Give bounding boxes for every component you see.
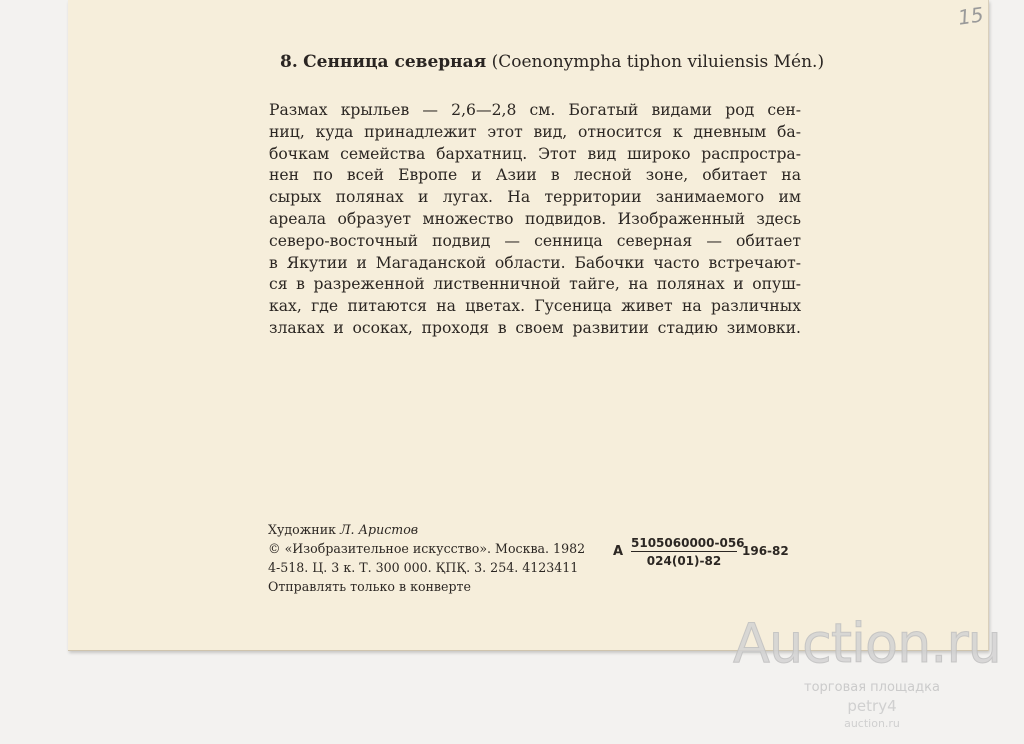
description-line: Размах крыльев — 2,6—2,8 см. Богатый видами род сен- [269, 101, 801, 119]
imprint-block [268, 520, 585, 596]
description-line: нен по всей Европе и Азии в лесной зоне, обитает на [269, 166, 801, 185]
watermark-tagline: торговая площадка [804, 680, 940, 695]
watermark-user: petry4 [847, 697, 897, 715]
description-line: сырых полянах и лугах. На территории занимаемого им [269, 188, 801, 207]
pencil-mark: 15 [956, 2, 985, 30]
description-line: бочкам семейства бархатниц. Этот вид широко распростра- [269, 144, 801, 163]
species-heading [280, 52, 824, 72]
watermark-brand: Auction.ru [733, 612, 1001, 675]
description-line: в Якутии и Магаданской области. Бабочки часто встречают- [269, 253, 801, 272]
artist-name: Л. Аристов [339, 522, 419, 537]
heading-latin-name: (Coenonympha tiphon viluiensis Mén.) [491, 52, 825, 72]
catalog-code-fraction [631, 536, 745, 568]
catalog-code-denominator: 024(01)-82 [646, 554, 722, 568]
description-line: ареала образует множество подвидов. Изображенный здесь [269, 209, 801, 228]
description-line: северо-восточный подвид — сенница северная — обитает [269, 231, 801, 250]
description-line: злаках и осоках, проходя в своем развитии стадию зимовки. [269, 318, 801, 337]
print-info-line: 4-518. Ц. 3 к. Т. 300 000. ҚПҚ. 3. 254. 4123411 [268, 560, 579, 575]
artist-label: Художник [268, 522, 336, 537]
heading-name: Сенница северная [303, 52, 487, 72]
description-line: ниц, куда принадлежит этот вид, относится к дневным ба- [269, 122, 801, 141]
catalog-code-letter: А [613, 544, 624, 559]
heading-number: 8. [280, 52, 298, 72]
catalog-code-numerator: 5105060000-056 [631, 536, 745, 550]
watermark-domain: auction.ru [844, 717, 900, 730]
description-line: ках, где питаются на цветах. Гусеница живет на различных [269, 297, 801, 316]
publisher-line: © «Изобразительное искусство». Москва. 1982 [268, 541, 586, 556]
mailing-note: Отправлять только в конверте [268, 579, 471, 594]
artist-credit [268, 520, 585, 539]
description-text [269, 100, 801, 340]
catalog-code-suffix: 196-82 [742, 544, 789, 558]
description-line: ся в разреженной лиственничной тайге, на полянах и опуш- [269, 275, 801, 294]
